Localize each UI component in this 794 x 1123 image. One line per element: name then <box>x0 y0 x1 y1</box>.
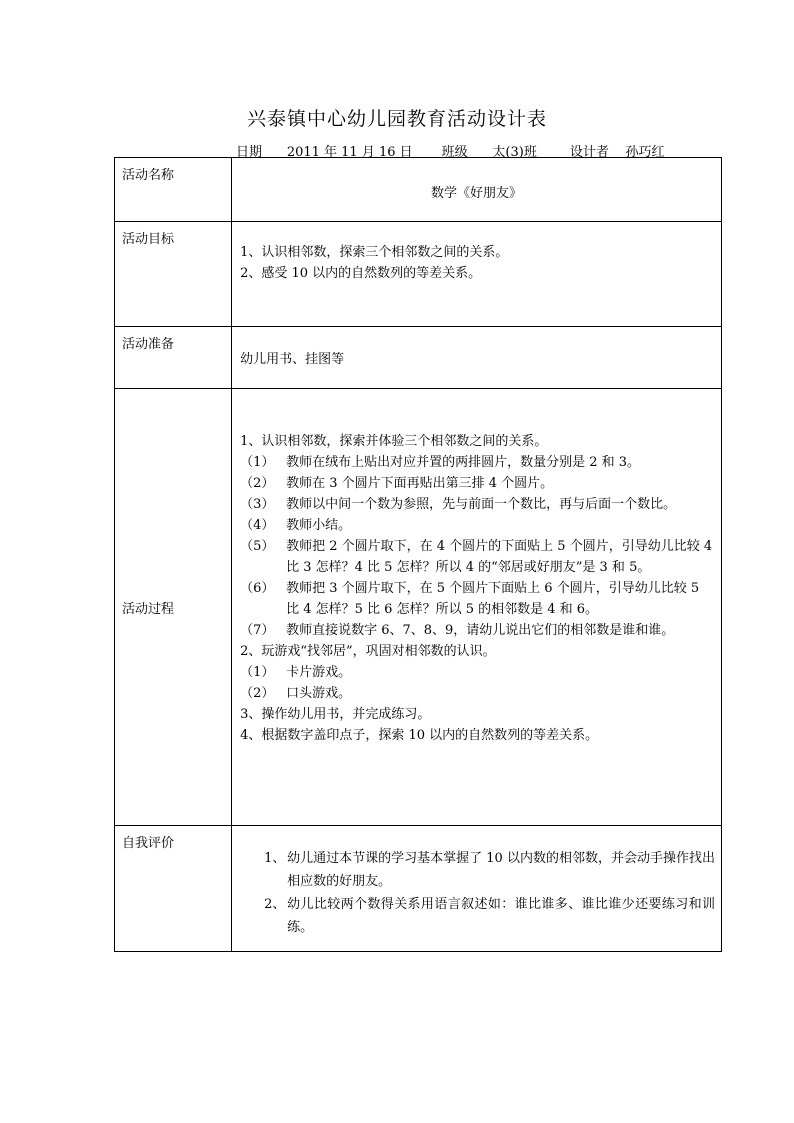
process-substep: （2） 教师在 3 个圆片下面再贴出第三排 4 个圆片。 <box>240 476 554 491</box>
designer-label: 设计者 <box>569 145 609 160</box>
page-title: 兴泰镇中心幼儿园教育活动设计表 <box>246 108 547 130</box>
row-activity-prep <box>115 327 722 389</box>
evaluation-item: 1、 幼儿通过本节课的学习基本掌握了 10 以内数的相邻数，并会动手操作找出相应数的好朋友。 <box>264 851 715 889</box>
row-self-evaluation <box>115 826 722 952</box>
process-steps <box>232 389 721 746</box>
activity-prep-label: 活动准备 <box>115 327 232 389</box>
process-substep: （3） 教师以中间一个数为参照，先与前面一个数比，再与后面一个数比。 <box>240 497 677 512</box>
row-activity-goals <box>115 222 722 327</box>
goal-item: 2、感受 10 以内的自然数列的等差关系。 <box>240 266 482 281</box>
process-substep: （1） 卡片游戏。 <box>240 665 352 680</box>
class-value: 太(3)班 <box>492 145 537 160</box>
evaluation-item: 2、 幼儿比较两个数得关系用语言叙述如：谁比谁多、谁比谁少还要练习和训练。 <box>264 897 715 935</box>
process-step-2: 2、玩游戏“找邻居”，巩固对相邻数的认识。 <box>240 644 496 659</box>
process-substep: （6） 教师把 3 个圆片取下，在 5 个圆片下面贴上 6 个圆片，引导幼儿比较 5 比 4 怎样？5 比 6 怎样？所以 5 的相邻数是 4 和 6。 <box>240 581 700 617</box>
row-activity-process <box>115 389 722 826</box>
process-substep: （4） 教师小结。 <box>240 518 352 533</box>
row-activity-name <box>115 158 722 222</box>
activity-design-table <box>114 157 722 952</box>
activity-name-value: 数学《好朋友》 <box>431 186 523 201</box>
process-substep: （1） 教师在绒布上贴出对应并置的两排圆片，数量分别是 2 和 3。 <box>240 455 641 470</box>
goal-item: 1、认识相邻数，探索三个相邻数之间的关系。 <box>240 245 509 260</box>
goals-list <box>232 222 721 284</box>
prep-value: 幼儿用书、挂图等 <box>240 352 345 367</box>
self-evaluation-label: 自我评价 <box>115 826 232 952</box>
designer-value: 孙巧红 <box>625 145 665 160</box>
process-step-1: 1、认识相邻数，探索并体验三个相邻数之间的关系。 <box>240 434 548 449</box>
activity-name-label: 活动名称 <box>115 158 232 222</box>
process-step-4: 4、根据数字盖印点子，探索 10 以内的自然数列的等差关系。 <box>240 728 599 743</box>
process-substep: （2） 口头游戏。 <box>240 686 352 701</box>
process-substep: （7） 教师直接说数字 6、7、8、9，请幼儿说出它们的相邻数是谁和谁。 <box>240 623 675 638</box>
activity-goals-label: 活动目标 <box>115 222 232 327</box>
process-substep: （5） 教师把 2 个圆片取下，在 4 个圆片的下面贴上 5 个圆片，引导幼儿比较 4 比 3 怎样？4 比 5 怎样？所以 4 的“邻居或好朋友”是 3 和 5。 <box>240 539 713 575</box>
activity-process-label: 活动过程 <box>115 389 232 826</box>
date-label: 日期 <box>236 145 263 160</box>
class-label: 班级 <box>441 145 468 160</box>
evaluation-list <box>232 826 721 939</box>
process-step-3: 3、操作幼儿用书，并完成练习。 <box>240 707 431 722</box>
date-value: 2011 年 11 月 16 日 <box>286 145 413 160</box>
